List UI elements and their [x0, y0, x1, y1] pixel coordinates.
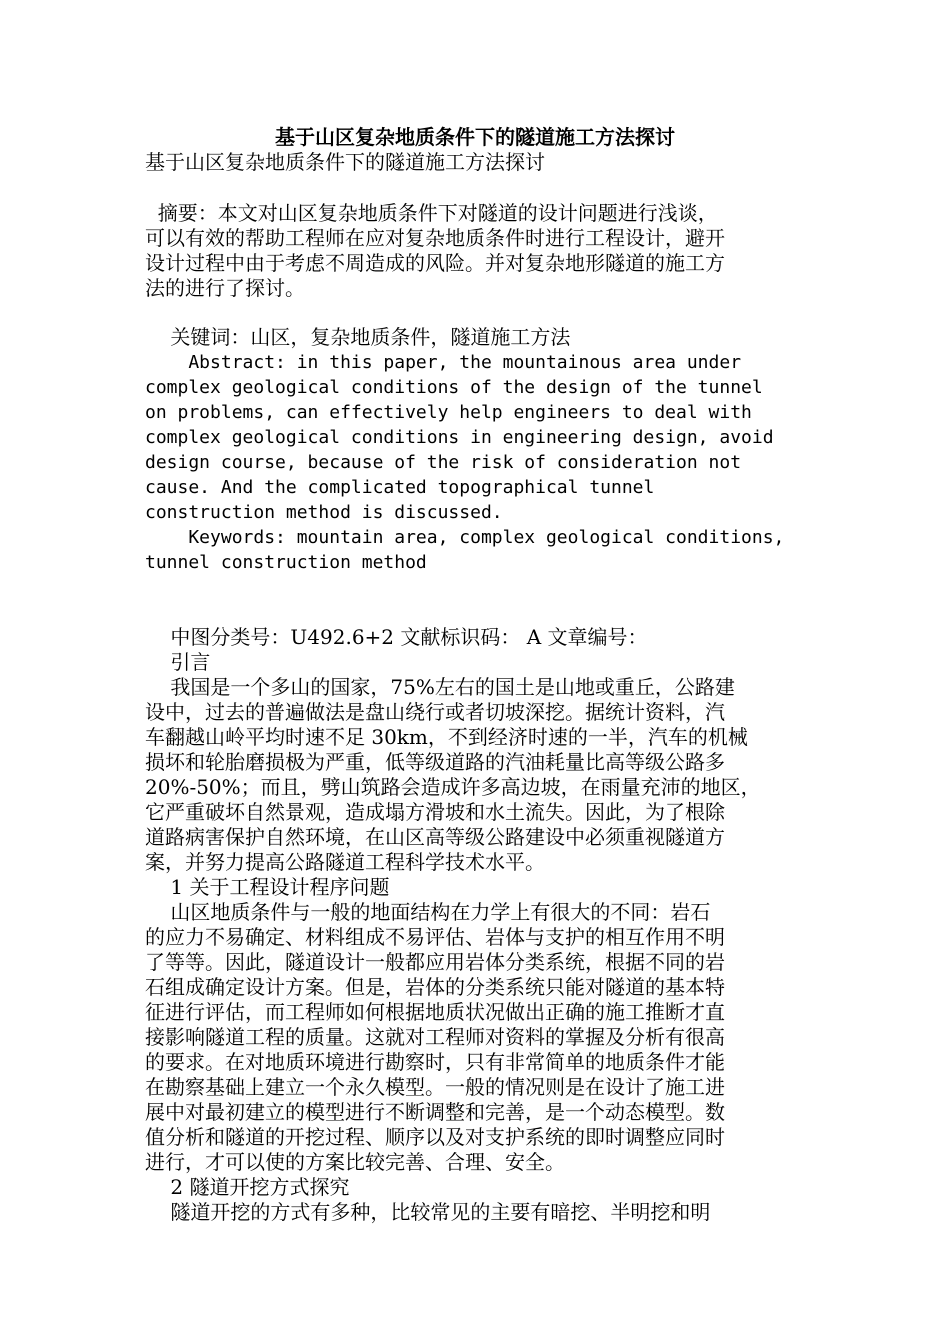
paragraph-line: 进行，才可以使的方案比较完善、合理、安全。 [145, 1150, 565, 1174]
paragraph-line: 接影响隧道工程的质量。这就对工程师对资料的掌握及分析有很高 [145, 1025, 725, 1049]
paragraph-line: 石组成确定设计方案。但是，岩体的分类系统只能对隧道的基本特 [145, 975, 725, 999]
keywords-en-line: Keywords: mountain area, complex geological conditions, [145, 527, 785, 548]
paragraph-line: 山区地质条件与一般的地面结构在力学上有很大的不同：岩石 [145, 900, 711, 924]
abstract-en-line: design course, because of the risk of consideration not [145, 452, 742, 473]
paragraph-line: 征进行评估，而工程师如何根据地质状况做出正确的施工推断才直 [145, 1000, 725, 1024]
classification-line: 中图分类号：U492.6+2 文献标识码： A 文章编号： [145, 625, 648, 649]
paragraph-line: 了等等。因此，隧道设计一般都应用岩体分类系统，根据不同的岩 [145, 950, 725, 974]
paragraph-line: 的要求。在对地质环境进行勘察时，只有非常简单的地质条件才能 [145, 1050, 725, 1074]
section2-heading: 2 隧道开挖方式探究 [145, 1175, 350, 1199]
paragraph-line: 展中对最初建立的模型进行不断调整和完善，是一个动态模型。数 [145, 1100, 725, 1124]
abstract-en-line: cause. And the complicated topographical tunnel [145, 477, 655, 498]
paragraph-line: 我国是一个多山的国家，75%左右的国土是山地或重丘，公路建 [145, 675, 735, 699]
paragraph-line: 案，并努力提高公路隧道工程科学技术水平。 [145, 850, 545, 874]
abstract-en-line: Abstract: in this paper, the mountainous area under [145, 352, 742, 373]
abstract-cn-line: 摘要：本文对山区复杂地质条件下对隧道的设计问题进行浅谈， [145, 201, 718, 225]
abstract-en-line: construction method is discussed. [145, 502, 503, 523]
abstract-cn-line: 设计过程中由于考虑不周造成的风险。并对复杂地形隧道的施工方 [145, 251, 725, 275]
abstract-en-line: complex geological conditions in engineering design, avoid [145, 427, 774, 448]
paragraph-line: 道路病害保护自然环境，在山区高等级公路建设中必须重视隧道方 [145, 825, 725, 849]
paragraph-line: 设中，过去的普遍做法是盘山绕行或者切坡深挖。据统计资料，汽 [145, 700, 725, 724]
paragraph-line: 在勘察基础上建立一个永久模型。一般的情况则是在设计了施工进 [145, 1075, 725, 1099]
paragraph-line: 值分析和隧道的开挖过程、顺序以及对支护系统的即时调整应同时 [145, 1125, 725, 1149]
intro-heading: 引言 [145, 650, 211, 674]
abstract-en-line: complex geological conditions of the design of the tunnel [145, 377, 763, 398]
paragraph-line: 的应力不易确定、材料组成不易评估、岩体与支护的相互作用不明 [145, 925, 725, 949]
abstract-en-line: on problems, can effectively help engineers to deal with [145, 402, 752, 423]
paragraph-line: 它严重破坏自然景观，造成塌方滑坡和水土流失。因此，为了根除 [145, 800, 725, 824]
abstract-cn-line: 法的进行了探讨。 [145, 276, 305, 300]
section1-heading: 1 关于工程设计程序问题 [145, 875, 390, 899]
document-subtitle: 基于山区复杂地质条件下的隧道施工方法探讨 [145, 150, 545, 174]
keywords-en-line: tunnel construction method [145, 552, 427, 573]
document-title: 基于山区复杂地质条件下的隧道施工方法探讨 [275, 125, 675, 149]
keywords-cn: 关键词：山区，复杂地质条件，隧道施工方法 [145, 325, 571, 349]
paragraph-line: 隧道开挖的方式有多种，比较常见的主要有暗挖、半明挖和明 [145, 1200, 711, 1224]
abstract-cn-line: 可以有效的帮助工程师在应对复杂地质条件时进行工程设计，避开 [145, 226, 725, 250]
paragraph-line: 损坏和轮胎磨损极为严重，低等级道路的汽油耗量比高等级公路多 [145, 750, 725, 774]
paragraph-line: 20%-50%；而且，劈山筑路会造成许多高边坡，在雨量充沛的地区， [145, 775, 761, 799]
paragraph-line: 车翻越山岭平均时速不足 30km，不到经济时速的一半，汽车的机械 [145, 725, 748, 749]
